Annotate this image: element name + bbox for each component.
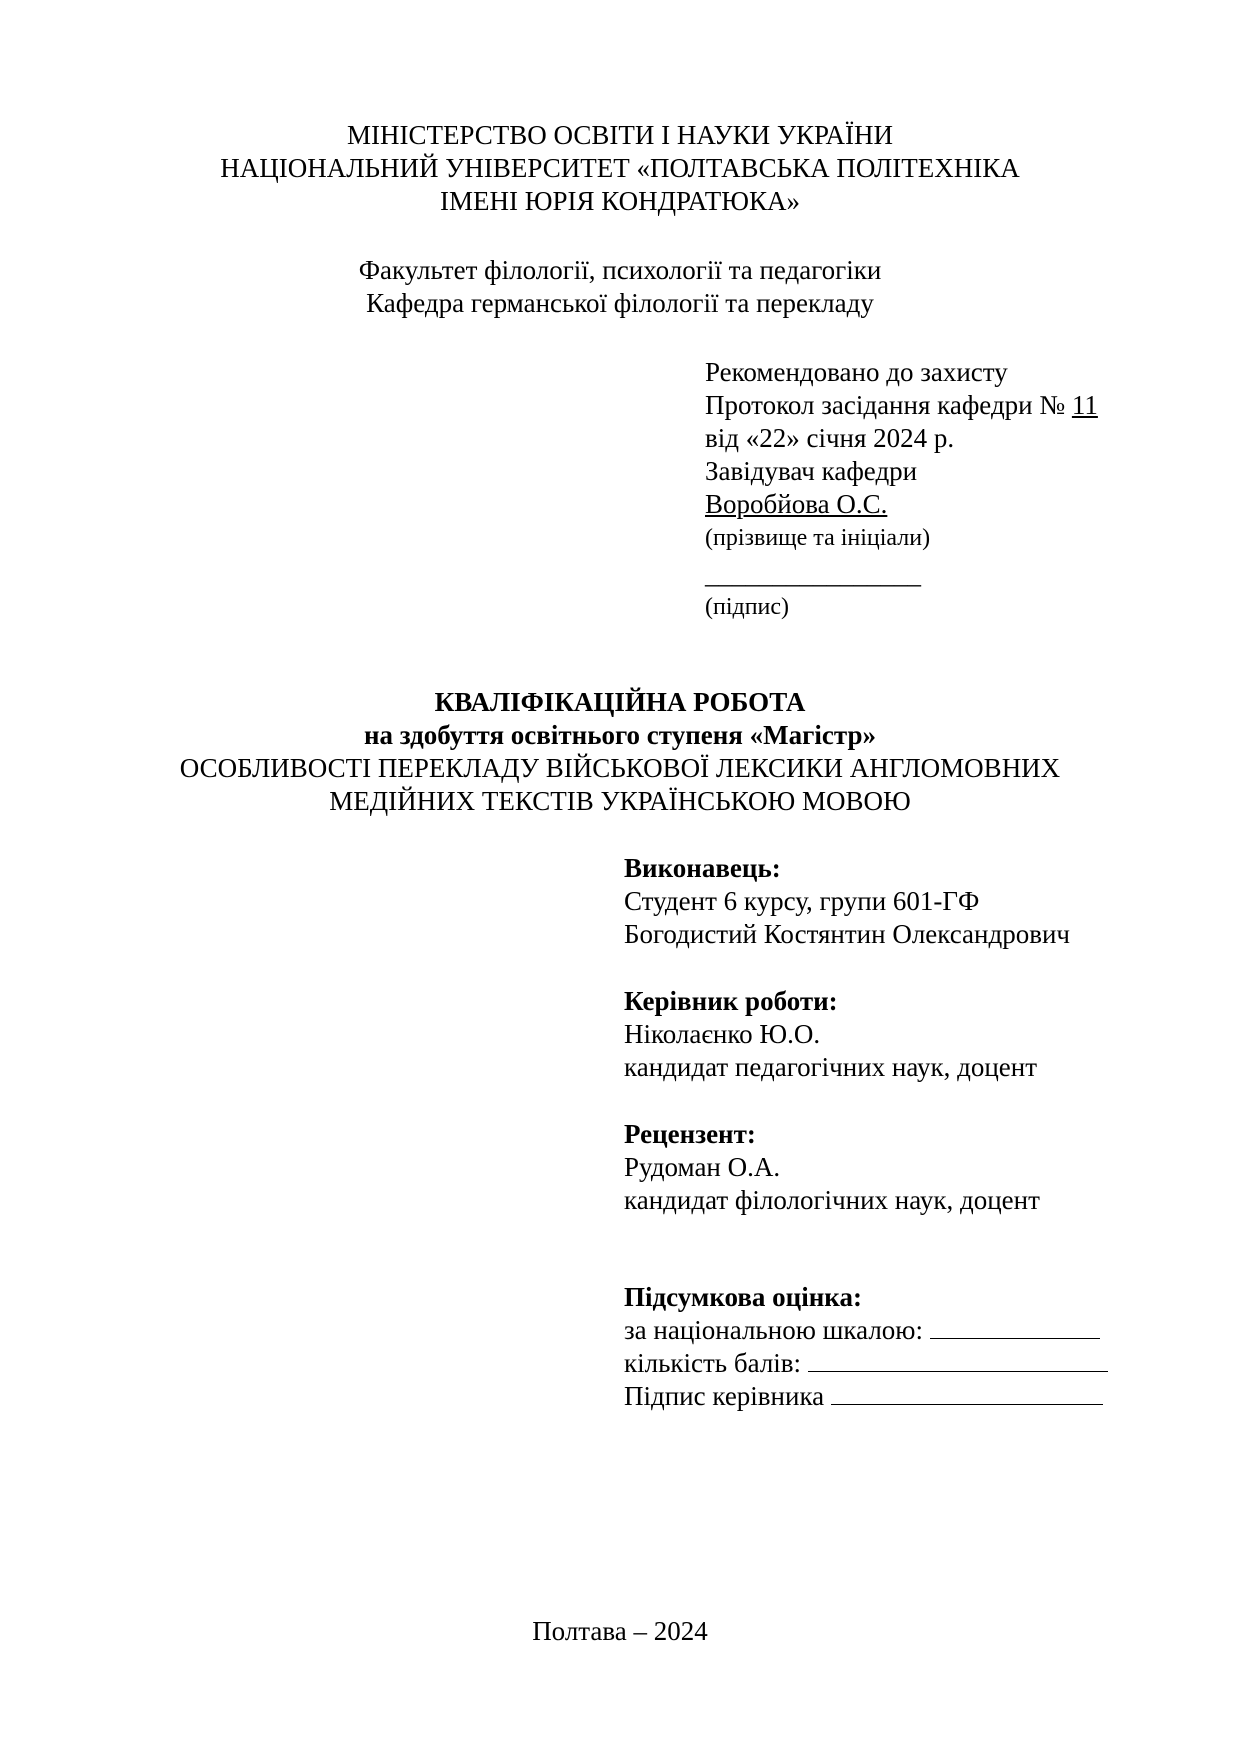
city-year: Полтава – 2024: [532, 1616, 708, 1646]
grade-signature-label: Підпис керівника: [624, 1381, 825, 1411]
grade-points: [624, 1346, 1108, 1380]
ministry-line: МІНІСТЕРСТВО ОСВІТИ І НАУКИ УКРАЇНИ: [346, 120, 894, 150]
reviewer-name: Рудоман О.А.: [624, 1152, 781, 1182]
supervisor-name: Ніколаєнко Ю.О.: [624, 1019, 821, 1049]
approval-signature-line: ________________: [705, 559, 921, 589]
protocol-prefix: Протокол засідання кафедри №: [705, 390, 1072, 420]
grade-label: Підсумкова оцінка:: [624, 1282, 862, 1312]
grade-national-scale-label: за національною шкалою:: [624, 1315, 923, 1345]
department-line: Кафедра германської філології та перекладу: [366, 288, 874, 318]
grade-national-scale: [624, 1313, 1100, 1347]
degree-line: на здобуття освітнього ступеня «Магістр»: [363, 720, 876, 750]
topic-line-1: ОСОБЛИВОСТІ ПЕРЕКЛАДУ ВІЙСЬКОВОЇ ЛЕКСИКИ АНГЛОМОВНИХ: [179, 753, 1061, 783]
supervisor-label: Керівник роботи:: [624, 986, 838, 1016]
performer-student: Студент 6 курсу, групи 601-ГФ: [624, 886, 980, 916]
grade-signature: [624, 1379, 1103, 1413]
approval-signature-caption: (підпис): [705, 594, 790, 620]
approval-protocol: [705, 388, 1098, 422]
work-type-title: КВАЛІФІКАЦІЙНА РОБОТА: [434, 687, 806, 717]
protocol-number: 11: [1071, 390, 1098, 420]
grade-points-blank: [808, 1349, 1108, 1372]
grade-signature-blank: [831, 1382, 1103, 1405]
approval-name-caption: (прізвище та ініціали): [705, 525, 931, 551]
approval-date: від «22» січня 2024 р.: [705, 423, 955, 453]
topic-line-2: МЕДІЙНИХ ТЕКСТІВ УКРАЇНСЬКОЮ МОВОЮ: [329, 786, 911, 816]
grade-national-scale-blank: [930, 1316, 1100, 1339]
university-line-2: ІМЕНІ ЮРІЯ КОНДРАТЮКА»: [440, 186, 800, 216]
approval-head-name: Воробйова О.С.: [705, 489, 888, 519]
university-line-1: НАЦІОНАЛЬНИЙ УНІВЕРСИТЕТ «ПОЛТАВСЬКА ПОЛІТЕХНІКА: [220, 153, 1020, 183]
reviewer-label: Рецензент:: [624, 1119, 756, 1149]
reviewer-degree: кандидат філологічних наук, доцент: [624, 1185, 1040, 1215]
approval-recommended: Рекомендовано до захисту: [705, 357, 1008, 387]
approval-head-title: Завідувач кафедри: [705, 456, 918, 486]
performer-name: Богодистий Костянтин Олександрович: [624, 919, 1070, 949]
grade-points-label: кількість балів:: [624, 1348, 802, 1378]
faculty-line: Факультет філології, психології та педагогіки: [358, 255, 882, 285]
supervisor-degree: кандидат педагогічних наук, доцент: [624, 1052, 1038, 1082]
performer-label: Виконавець:: [624, 853, 781, 883]
